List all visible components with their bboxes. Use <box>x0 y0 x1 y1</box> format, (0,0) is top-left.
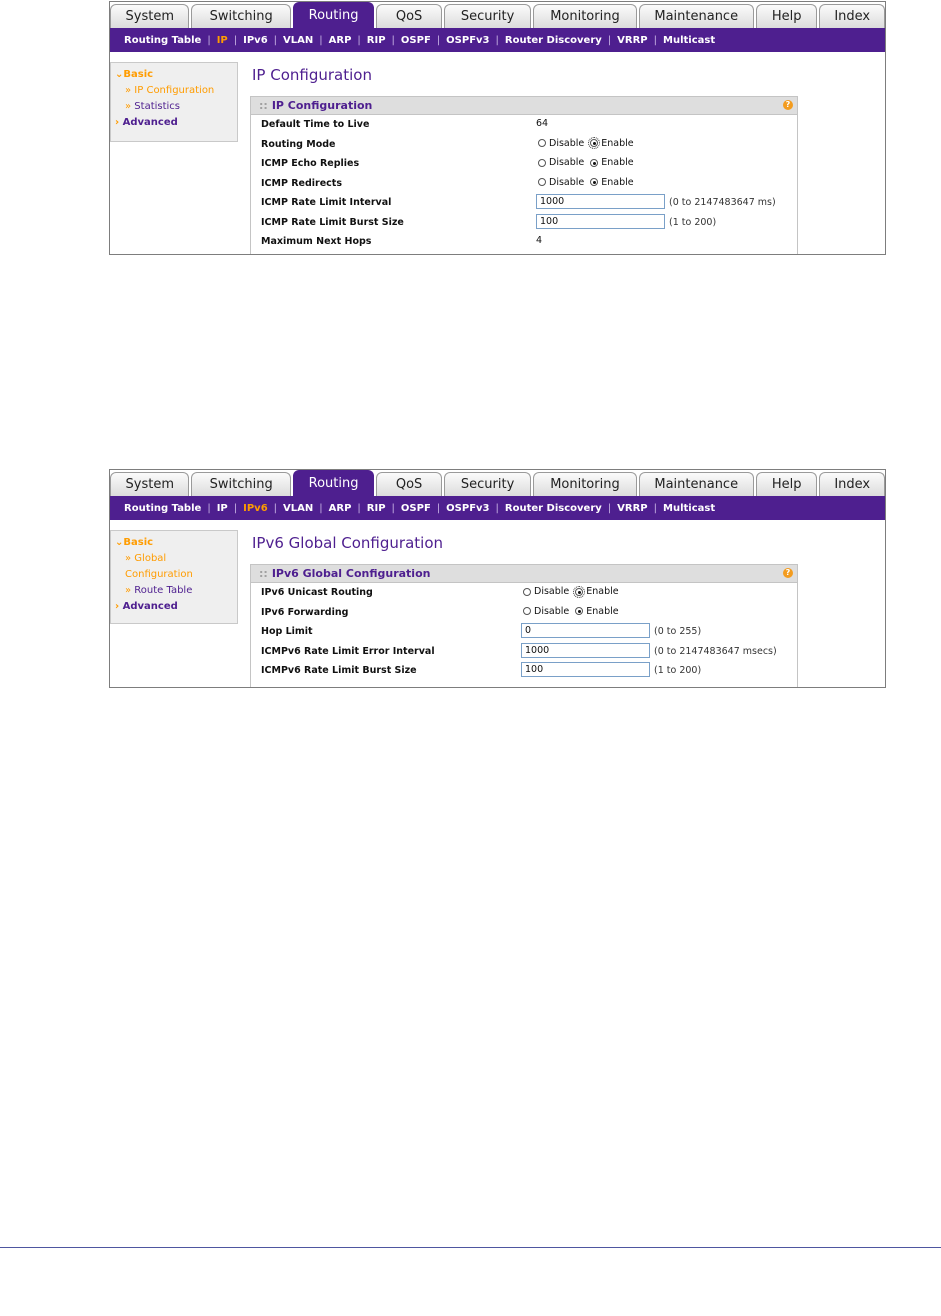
subnav-separator-icon: | <box>653 34 658 46</box>
subnav-ipv6[interactable]: IPv6 <box>243 34 268 46</box>
row-default-ttl <box>251 115 797 135</box>
subnav-vlan[interactable]: VLAN <box>283 502 314 514</box>
rate-interval-label: ICMP Rate Limit Interval <box>261 197 392 208</box>
subnav-routing-table[interactable]: Routing Table <box>124 502 202 514</box>
panel-header: :: IPv6 Global Configuration ? <box>251 565 797 583</box>
subnav-vlan[interactable]: VLAN <box>283 34 314 46</box>
icmp-redirects-enable-radio[interactable] <box>590 178 598 186</box>
rate-interval-input[interactable]: 1000 <box>536 194 665 209</box>
subnav-ospf[interactable]: OSPF <box>400 502 431 514</box>
chevron-right-icon: › <box>115 117 123 128</box>
main-tabs <box>110 470 885 496</box>
subnav-rip[interactable]: RIP <box>366 34 386 46</box>
row-max-next-hops <box>251 232 797 252</box>
subnav-ip[interactable]: IP <box>216 502 228 514</box>
unicast-disable-radio[interactable] <box>523 588 531 596</box>
tab-security[interactable]: Security <box>444 4 531 28</box>
tab-monitoring[interactable]: Monitoring <box>533 472 636 496</box>
enable-label: Enable <box>586 586 619 597</box>
tab-system[interactable]: System <box>110 4 189 28</box>
subnav-separator-icon: | <box>607 502 612 514</box>
burst-size-input[interactable]: 100 <box>521 662 650 677</box>
ipv6-global-configuration-panel <box>250 564 798 688</box>
tab-help[interactable]: Help <box>756 4 818 28</box>
subnav-multicast[interactable]: Multicast <box>663 502 716 514</box>
subnav-separator-icon: | <box>207 502 211 514</box>
disable-label: Disable <box>549 137 585 149</box>
subnav-ospfv3[interactable]: OSPFv3 <box>446 502 490 514</box>
sub-navigation <box>110 496 885 520</box>
double-chevron-icon: » <box>125 585 135 596</box>
grip-icon: :: <box>259 567 268 580</box>
sub-navigation <box>110 28 885 52</box>
enable-label: Enable <box>601 176 634 188</box>
subnav-rip[interactable]: RIP <box>366 502 386 514</box>
chevron-right-icon: › <box>115 601 123 612</box>
row-burst-size <box>251 213 797 233</box>
ip-configuration-screenshot <box>109 1 886 255</box>
row-ipv6-unicast <box>251 583 797 603</box>
double-chevron-icon: » <box>125 85 135 96</box>
subnav-separator-icon: | <box>319 34 323 46</box>
icmp-redirects-disable-radio[interactable] <box>538 178 546 186</box>
hop-limit-input[interactable]: 0 <box>521 623 650 638</box>
tab-switching[interactable]: Switching <box>191 4 290 28</box>
help-icon[interactable]: ? <box>783 100 793 110</box>
forwarding-disable-radio[interactable] <box>523 607 531 615</box>
main-tabs <box>110 2 885 28</box>
rate-interval-range: (0 to 2147483647 ms) <box>669 197 776 208</box>
unicast-label: IPv6 Unicast Routing <box>261 587 373 598</box>
disable-label: Disable <box>549 176 585 188</box>
row-icmp-echo <box>251 154 797 174</box>
hop-limit-label: Hop Limit <box>261 626 313 637</box>
tab-index[interactable]: Index <box>819 472 885 496</box>
enable-label: Enable <box>586 605 619 617</box>
subnav-vrrp[interactable]: VRRP <box>617 502 648 514</box>
subnav-router-discovery[interactable]: Router Discovery <box>504 502 602 514</box>
row-burst-size <box>251 661 797 681</box>
max-hops-label: Maximum Next Hops <box>261 236 372 247</box>
tab-system[interactable]: System <box>110 472 189 496</box>
icmp-echo-enable-radio[interactable] <box>590 159 598 167</box>
row-rate-interval <box>251 193 797 213</box>
subnav-arp[interactable]: ARP <box>328 502 352 514</box>
tab-security[interactable]: Security <box>444 472 531 496</box>
forwarding-label: IPv6 Forwarding <box>261 606 349 618</box>
hop-limit-range: (0 to 255) <box>654 626 702 637</box>
error-interval-input[interactable]: 1000 <box>521 643 650 658</box>
subnav-separator-icon: | <box>495 502 499 514</box>
forwarding-enable-radio[interactable] <box>575 607 583 615</box>
subnav-separator-icon: | <box>273 502 278 514</box>
tab-routing[interactable]: Routing <box>293 470 374 496</box>
icmp-echo-label: ICMP Echo Replies <box>261 158 360 169</box>
burst-size-input[interactable]: 100 <box>536 214 665 229</box>
tab-index[interactable]: Index <box>819 4 885 28</box>
subnav-separator-icon: | <box>436 34 441 46</box>
burst-size-label: ICMP Rate Limit Burst Size <box>261 216 404 228</box>
disable-label: Disable <box>549 157 585 168</box>
tab-routing[interactable]: Routing <box>293 2 374 28</box>
double-chevron-icon: » <box>125 101 135 112</box>
subnav-separator-icon: | <box>357 502 361 514</box>
burst-size-range: (1 to 200) <box>654 665 702 676</box>
unicast-enable-radio[interactable] <box>575 588 583 596</box>
help-icon[interactable]: ? <box>783 568 793 578</box>
ipv6-global-configuration-screenshot <box>109 469 886 688</box>
subnav-separator-icon: | <box>319 502 323 514</box>
sidebar-advanced[interactable]: › Advanced <box>115 601 178 612</box>
ip-configuration-panel <box>250 96 798 255</box>
subnav-separator-icon: | <box>391 502 395 514</box>
subnav-ospf[interactable]: OSPF <box>400 34 431 46</box>
ttl-label: Default Time to Live <box>261 119 370 130</box>
ttl-value: 64 <box>536 118 549 129</box>
grip-icon: :: <box>259 99 268 112</box>
chevron-down-icon: ⌄ <box>115 69 124 80</box>
subnav-separator-icon: | <box>233 502 238 514</box>
row-ipv6-forwarding <box>251 603 797 623</box>
sidebar-item-statistics[interactable]: » Statistics <box>125 101 181 112</box>
disable-label: Disable <box>534 586 570 597</box>
page-footer-divider <box>0 1247 941 1248</box>
subnav-routing-table[interactable]: Routing Table <box>124 34 202 46</box>
subnav-separator-icon: | <box>391 34 395 46</box>
subnav-separator-icon: | <box>653 502 658 514</box>
tab-maintenance[interactable]: Maintenance <box>639 4 754 28</box>
sidebar <box>110 62 238 142</box>
subnav-separator-icon: | <box>495 34 499 46</box>
icmp-echo-disable-radio[interactable] <box>538 159 546 167</box>
error-interval-label: ICMPv6 Rate Limit Error Interval <box>261 645 435 657</box>
routing-mode-label: Routing Mode <box>261 138 336 150</box>
subnav-separator-icon: | <box>207 34 211 46</box>
tab-qos[interactable]: QoS <box>376 472 442 496</box>
tab-qos[interactable]: QoS <box>376 4 442 28</box>
row-routing-mode <box>251 135 797 155</box>
subnav-arp[interactable]: ARP <box>328 34 352 46</box>
row-icmp-redirects <box>251 174 797 194</box>
sidebar-item-global-configuration[interactable]: » Global Configuration <box>125 553 193 580</box>
subnav-vrrp[interactable]: VRRP <box>617 34 648 46</box>
chevron-down-icon: ⌄ <box>115 537 124 548</box>
subnav-ospfv3[interactable]: OSPFv3 <box>446 34 490 46</box>
max-hops-value: 4 <box>536 235 543 246</box>
tab-switching[interactable]: Switching <box>191 472 290 496</box>
sidebar <box>110 530 238 624</box>
disable-label: Disable <box>534 605 570 617</box>
tab-help[interactable]: Help <box>756 472 818 496</box>
tab-monitoring[interactable]: Monitoring <box>533 4 636 28</box>
row-error-interval <box>251 642 797 662</box>
routing-mode-disable-radio[interactable] <box>538 139 546 147</box>
tab-maintenance[interactable]: Maintenance <box>639 472 754 496</box>
enable-label: Enable <box>601 157 634 168</box>
burst-size-label: ICMPv6 Rate Limit Burst Size <box>261 665 417 676</box>
sidebar-item-ip-configuration[interactable]: » IP Configuration <box>125 85 215 96</box>
subnav-separator-icon: | <box>233 34 238 46</box>
page-title: IPv6 Global Configuration <box>252 534 444 552</box>
panel-header: :: IP Configuration ? <box>251 97 797 115</box>
subnav-separator-icon: | <box>273 34 278 46</box>
sidebar-basic[interactable]: ⌄Basic <box>115 537 154 548</box>
subnav-separator-icon: | <box>607 34 612 46</box>
sidebar-item-route-table[interactable]: » Route Table <box>125 585 193 596</box>
sidebar-basic[interactable]: ⌄Basic <box>115 69 154 80</box>
enable-label: Enable <box>601 137 634 149</box>
subnav-multicast[interactable]: Multicast <box>663 34 716 46</box>
subnav-ipv6[interactable]: IPv6 <box>243 502 268 514</box>
routing-mode-enable-radio[interactable] <box>590 139 598 147</box>
double-chevron-icon: » <box>125 553 135 564</box>
icmp-redirects-label: ICMP Redirects <box>261 177 343 189</box>
subnav-router-discovery[interactable]: Router Discovery <box>504 34 602 46</box>
subnav-ip[interactable]: IP <box>216 34 228 46</box>
page-title: IP Configuration <box>252 66 372 84</box>
burst-size-range: (1 to 200) <box>669 216 717 228</box>
sidebar-advanced[interactable]: › Advanced <box>115 117 178 128</box>
error-interval-range: (0 to 2147483647 msecs) <box>654 645 777 657</box>
subnav-separator-icon: | <box>436 502 441 514</box>
row-hop-limit <box>251 622 797 642</box>
subnav-separator-icon: | <box>357 34 361 46</box>
